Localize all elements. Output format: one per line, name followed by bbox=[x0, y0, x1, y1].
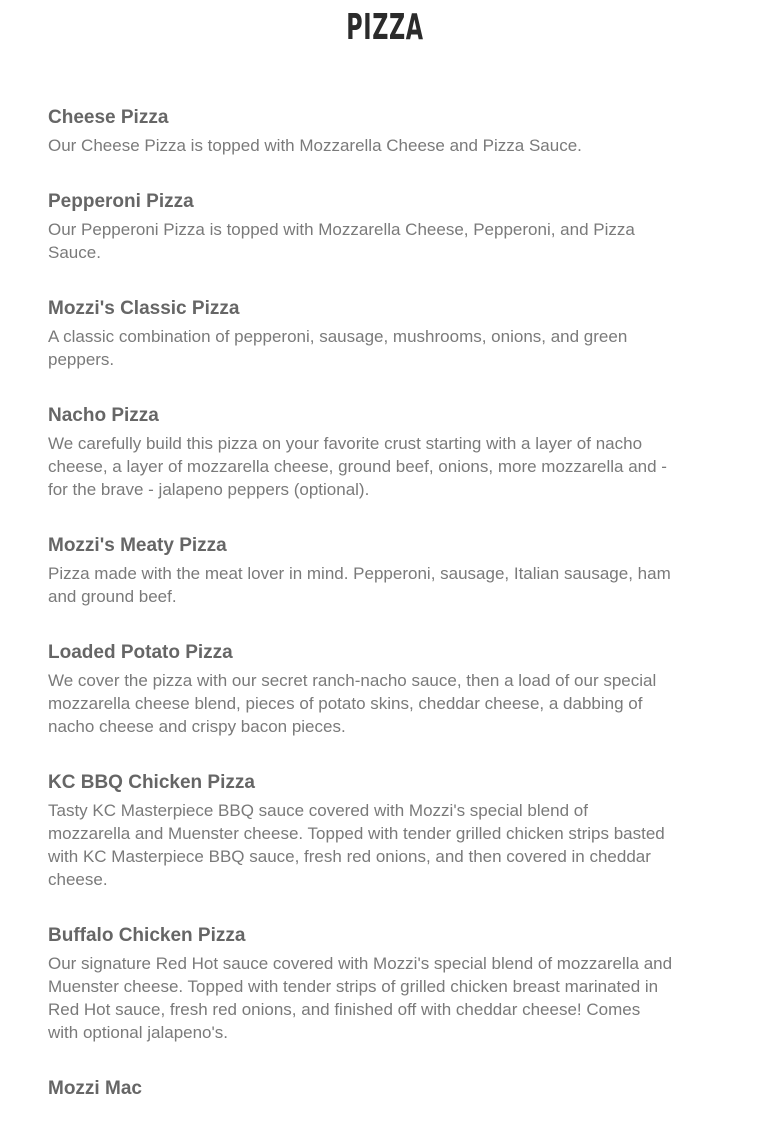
menu-item-kc-bbq-chicken-pizza bbox=[48, 771, 673, 891]
menu-item-name: Loaded Potato Pizza bbox=[48, 642, 233, 663]
menu-item-description: We cover the pizza with our secret ranch-nacho sauce, then a load of our special mozzarella cheese blend, pieces of potato skins, cheddar cheese, a dabbing of nacho cheese and crispy bacon pieces. bbox=[48, 671, 657, 736]
menu-item-meaty-pizza bbox=[48, 534, 673, 608]
menu-item-name: Mozzi Mac bbox=[48, 1078, 142, 1099]
menu-item-description: A classic combination of pepperoni, sausage, mushrooms, onions, and green peppers. bbox=[48, 327, 628, 369]
menu-item-pepperoni-pizza bbox=[48, 190, 673, 264]
menu-item-mozzi-mac bbox=[48, 1077, 673, 1101]
menu-item-loaded-potato-pizza bbox=[48, 641, 673, 738]
menu-item-description: Our Cheese Pizza is topped with Mozzarella Cheese and Pizza Sauce. bbox=[48, 136, 582, 155]
menu-item-name: Pepperoni Pizza bbox=[48, 191, 194, 212]
menu-item-nacho-pizza bbox=[48, 404, 673, 501]
menu-item-name: KC BBQ Chicken Pizza bbox=[48, 772, 255, 793]
menu-item-description: Our signature Red Hot sauce covered with Mozzi's special blend of mozzarella and Muenster cheese. Topped with tender strips of grilled chicken breast marinated in Red Hot sauce, fresh red onions, and finished off with cheddar cheese! Comes with optional jalapeno's. bbox=[48, 954, 673, 1042]
page-title: PIZZA bbox=[346, 7, 424, 48]
menu-item-classic-pizza bbox=[48, 297, 673, 371]
menu-item-description: We carefully build this pizza on your favorite crust starting with a layer of nacho cheese, a layer of mozzarella cheese, ground beef, onions, more mozzarella and - for the brave - jalapeno peppers (optional). bbox=[48, 434, 667, 499]
menu-item-name: Mozzi's Classic Pizza bbox=[48, 298, 240, 319]
menu-item-description: Our Pepperoni Pizza is topped with Mozzarella Cheese, Pepperoni, and Pizza Sauce. bbox=[48, 220, 635, 262]
menu-item-description: Pizza made with the meat lover in mind. Pepperoni, sausage, Italian sausage, ham and ground beef. bbox=[48, 564, 671, 606]
menu-item-buffalo-chicken-pizza bbox=[48, 924, 673, 1044]
menu-list bbox=[48, 106, 673, 1134]
menu-item-cheese-pizza bbox=[48, 106, 673, 157]
menu-item-name: Cheese Pizza bbox=[48, 107, 169, 128]
menu-item-name: Mozzi's Meaty Pizza bbox=[48, 535, 227, 556]
menu-item-name: Nacho Pizza bbox=[48, 405, 159, 426]
menu-item-name: Buffalo Chicken Pizza bbox=[48, 925, 246, 946]
menu-item-description: Tasty KC Masterpiece BBQ sauce covered with Mozzi's special blend of mozzarella and Muenster cheese. Topped with tender grilled chicken strips basted with KC Masterpiece BBQ sauce, fresh red onions, and then covered in cheddar cheese. bbox=[48, 801, 665, 889]
